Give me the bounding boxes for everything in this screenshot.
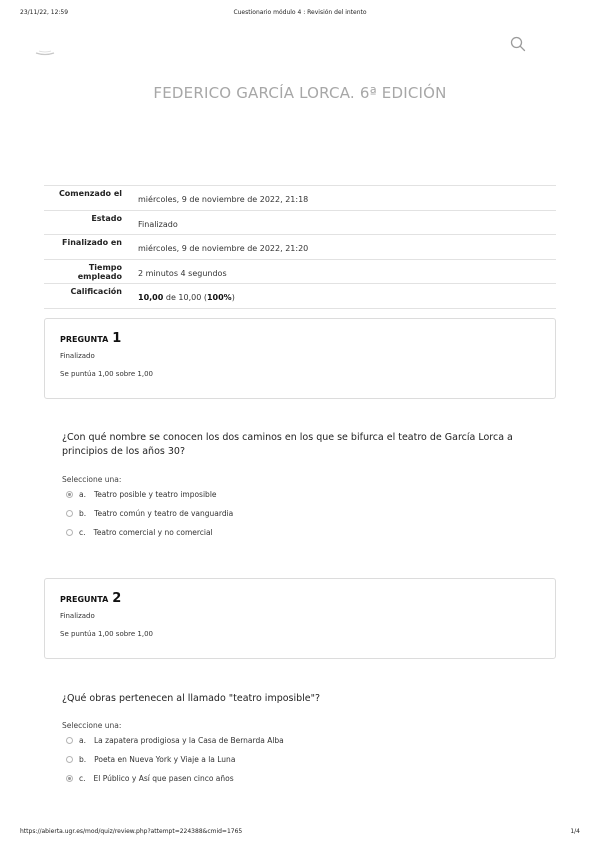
question-2-answer-c[interactable] [66,774,234,783]
summary-row-finished [44,235,556,260]
question-1-grade: Se puntúa 1,00 sobre 1,00 [60,370,154,378]
question-1-answer-a[interactable] [66,490,217,499]
radio-unchecked[interactable] [66,737,73,744]
radio-unchecked[interactable] [66,510,73,517]
started-label: Comenzado el [58,189,122,198]
print-page-number: 1/4 [570,828,580,835]
question-1-info [44,318,556,399]
finished-label: Finalizado en [62,238,122,247]
question-1-answer-b[interactable] [66,509,233,518]
question-2-number [60,591,540,606]
question-1-prompt: Seleccione una: [62,475,122,484]
time-value: 2 minutos 4 segundos [138,268,227,278]
summary-row-started [44,186,556,211]
answer-text: La zapatera prodigiosa y la Casa de Bernarda Alba [93,736,284,745]
site-logo[interactable] [34,42,56,54]
question-number: 1 [112,331,122,346]
grade-value [126,284,556,309]
grade-of: de 10,00 ( [165,293,207,302]
grade-label: Calificación [70,287,122,296]
print-header [20,9,580,19]
answer-letter: b. [79,509,87,518]
answer-letter: c. [79,528,86,537]
time-label: Tiempo empleado [77,262,122,281]
question-2-prompt: Seleccione una: [62,721,122,730]
radio-unchecked[interactable] [66,756,73,763]
question-label: PREGUNTA [60,595,109,604]
print-footer [20,828,580,838]
question-2-grade: Se puntúa 1,00 sobre 1,00 [60,630,154,638]
print-url: https://abierta.ugr.es/mod/quiz/review.php?attempt=224388&cmid=1765 [20,828,243,835]
radio-checked[interactable] [66,775,73,782]
answer-letter: b. [79,755,87,764]
print-title: Cuestionario módulo 4 : Revisión del intento [233,9,367,16]
question-1-text: ¿Con qué nombre se conocen los dos caminos en los que se bifurca el teatro de García Lorca a principios de los años 30? [62,432,513,457]
radio-checked[interactable] [66,491,73,498]
question-number: 2 [112,591,122,606]
state-label: Estado [91,213,122,223]
print-date: 23/11/22, 12:59 [20,9,69,16]
answer-text: Poeta en Nueva York y Viaje a la Luna [94,755,236,764]
summary-row-time [44,259,556,284]
question-1-answer-c[interactable] [66,528,213,537]
grade-score: 10,00 [138,293,164,302]
grade-percent: 100% [206,293,232,302]
grade-close: ) [231,293,235,302]
question-2-answer-a[interactable] [66,736,284,745]
course-title: FEDERICO GARCÍA LORCA. 6ª EDICIÓN [153,84,447,102]
answer-text: Teatro comercial y no comercial [93,528,213,537]
question-2-text: ¿Qué obras pertenecen al llamado "teatro imposible"? [62,693,321,704]
answer-text: Teatro posible y teatro imposible [93,490,217,499]
radio-unchecked[interactable] [66,529,73,536]
question-2-answer-b[interactable] [66,755,235,764]
answer-letter: a. [79,490,86,499]
search-icon[interactable] [510,36,526,52]
question-2-info [44,578,556,659]
finished-value: miércoles, 9 de noviembre de 2022, 21:20 [138,244,309,253]
answer-text: Teatro común y teatro de vanguardia [94,509,234,518]
question-1-number [60,331,540,346]
question-label: PREGUNTA [60,335,109,344]
summary-row-state [44,210,556,235]
question-1-state: Finalizado [60,352,95,360]
answer-letter: c. [79,774,86,783]
question-2-state: Finalizado [60,612,95,620]
attempt-summary [44,185,556,309]
answer-text: El Público y Así que pasen cinco años [93,774,234,783]
summary-row-grade [44,284,556,309]
answer-letter: a. [79,736,86,745]
state-value: Finalizado [138,219,178,229]
started-value: miércoles, 9 de noviembre de 2022, 21:18 [138,195,309,204]
